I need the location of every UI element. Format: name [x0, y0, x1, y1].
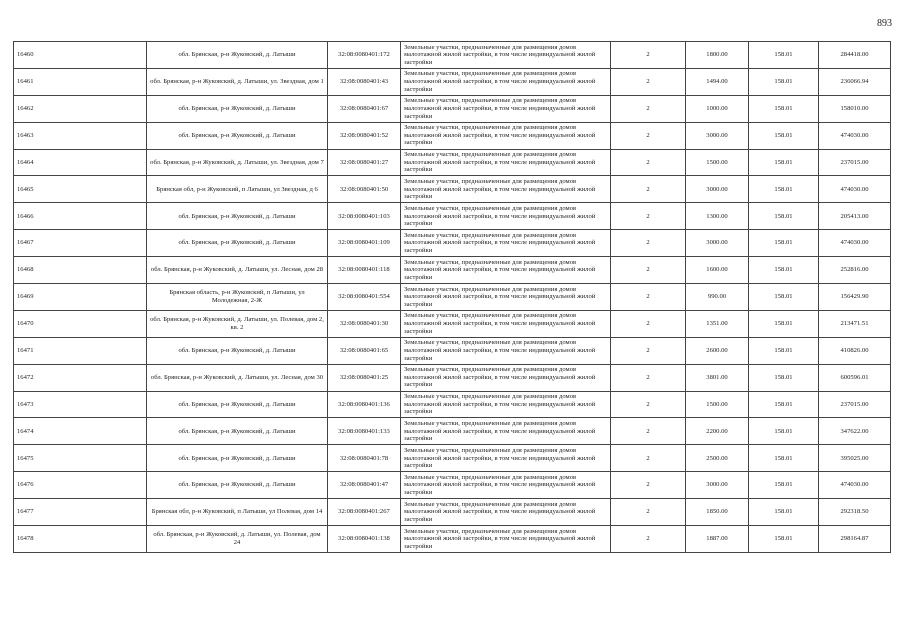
page-number: 893: [877, 18, 892, 29]
area-cell: 1000.00: [686, 95, 749, 122]
cadastral-number-cell: 32:08:0080401:172: [328, 42, 401, 69]
address-cell: обл. Брянская, р-н Жуковский, д. Латыши, ул. Лесная, дом 28: [147, 257, 328, 284]
address-cell: обл. Брянская, р-н Жуковский, д. Латыши: [147, 42, 328, 69]
cadastral-value-cell: 474030.00: [819, 122, 891, 149]
cadastral-number-cell: 32:08:0080401:138: [328, 526, 401, 553]
specific-value-cell: 158.01: [749, 42, 819, 69]
cadastral-value-cell: 237015.00: [819, 391, 891, 418]
address-cell: обл. Брянская, р-н Жуковский, д. Латыши: [147, 391, 328, 418]
specific-value-cell: 158.01: [749, 284, 819, 311]
cadastral-value-cell: 474030.00: [819, 230, 891, 257]
table-row: [14, 418, 891, 445]
cadastral-number-cell: 32:08:0080401:43: [328, 68, 401, 95]
cadastral-value-cell: 298164.87: [819, 526, 891, 553]
parcel-number-cell: 16464: [14, 149, 147, 176]
group-cell: 2: [611, 68, 686, 95]
cadastral-number-cell: 32:08:0080401:65: [328, 337, 401, 364]
cadastral-number-cell: 32:08:0080401:27: [328, 149, 401, 176]
land-use-category-cell: Земельные участки, предназначенные для размещения домов малоэтажной жилой застройки, в том числе индивидуальной жилой застройки: [401, 284, 611, 311]
parcel-number-cell: 16476: [14, 472, 147, 499]
specific-value-cell: 158.01: [749, 391, 819, 418]
group-cell: 2: [611, 42, 686, 69]
cadastral-number-cell: 32:08:0080401:67: [328, 95, 401, 122]
land-use-category-cell: Земельные участки, предназначенные для размещения домов малоэтажной жилой застройки, в том числе индивидуальной жилой застройки: [401, 257, 611, 284]
parcel-number-cell: 16474: [14, 418, 147, 445]
cadastral-value-cell: 156429.90: [819, 284, 891, 311]
parcel-number-cell: 16466: [14, 203, 147, 230]
specific-value-cell: 158.01: [749, 95, 819, 122]
table-row: [14, 122, 891, 149]
address-cell: Брянская обл, р-н Жуковский, п Латыши, ул Полевая, дом 14: [147, 499, 328, 526]
address-cell: обл. Брянская, р-н Жуковский, д. Латыши: [147, 445, 328, 472]
cadastral-number-cell: 32:08:0080401:30: [328, 310, 401, 337]
table-row: [14, 203, 891, 230]
land-use-category-cell: Земельные участки, предназначенные для размещения домов малоэтажной жилой застройки, в том числе индивидуальной жилой застройки: [401, 203, 611, 230]
area-cell: 990.00: [686, 284, 749, 311]
area-cell: 3801.00: [686, 364, 749, 391]
cadastral-value-cell: 600596.01: [819, 364, 891, 391]
address-cell: обл. Брянская, р-н Жуковский, д. Латыши, ул. Звездная, дом 7: [147, 149, 328, 176]
area-cell: 1800.00: [686, 42, 749, 69]
land-use-category-cell: Земельные участки, предназначенные для размещения домов малоэтажной жилой застройки, в том числе индивидуальной жилой застройки: [401, 68, 611, 95]
land-use-category-cell: Земельные участки, предназначенные для размещения домов малоэтажной жилой застройки, в том числе индивидуальной жилой застройки: [401, 230, 611, 257]
cadastral-value-cell: 347622.00: [819, 418, 891, 445]
parcel-number-cell: 16460: [14, 42, 147, 69]
area-cell: 3000.00: [686, 122, 749, 149]
parcel-number-cell: 16468: [14, 257, 147, 284]
address-cell: обл. Брянская, р-н Жуковский, д. Латыши: [147, 122, 328, 149]
group-cell: 2: [611, 310, 686, 337]
table-row: [14, 284, 891, 311]
cadastral-number-cell: 32:08:0080401:25: [328, 364, 401, 391]
cadastral-value-cell: 252816.00: [819, 257, 891, 284]
specific-value-cell: 158.01: [749, 445, 819, 472]
specific-value-cell: 158.01: [749, 472, 819, 499]
address-cell: обл. Брянская, р-н Жуковский, д. Латыши: [147, 203, 328, 230]
cadastral-number-cell: 32:08:0080401:47: [328, 472, 401, 499]
area-cell: 1500.00: [686, 149, 749, 176]
specific-value-cell: 158.01: [749, 499, 819, 526]
table-row: [14, 257, 891, 284]
table-row: [14, 230, 891, 257]
table-row: [14, 68, 891, 95]
area-cell: 2200.00: [686, 418, 749, 445]
parcel-number-cell: 16467: [14, 230, 147, 257]
land-use-category-cell: Земельные участки, предназначенные для размещения домов малоэтажной жилой застройки, в том числе индивидуальной жилой застройки: [401, 418, 611, 445]
parcel-number-cell: 16472: [14, 364, 147, 391]
land-use-category-cell: Земельные участки, предназначенные для размещения домов малоэтажной жилой застройки, в том числе индивидуальной жилой застройки: [401, 499, 611, 526]
table-body: [14, 42, 891, 553]
area-cell: 1500.00: [686, 391, 749, 418]
cadastral-number-cell: 32:08:0080401:136: [328, 391, 401, 418]
group-cell: 2: [611, 499, 686, 526]
group-cell: 2: [611, 122, 686, 149]
specific-value-cell: 158.01: [749, 68, 819, 95]
area-cell: 3000.00: [686, 176, 749, 203]
group-cell: 2: [611, 418, 686, 445]
land-use-category-cell: Земельные участки, предназначенные для размещения домов малоэтажной жилой застройки, в том числе индивидуальной жилой застройки: [401, 122, 611, 149]
area-cell: 1600.00: [686, 257, 749, 284]
group-cell: 2: [611, 445, 686, 472]
area-cell: 1494.00: [686, 68, 749, 95]
area-cell: 1887.00: [686, 526, 749, 553]
parcel-number-cell: 16478: [14, 526, 147, 553]
land-use-category-cell: Земельные участки, предназначенные для размещения домов малоэтажной жилой застройки, в том числе индивидуальной жилой застройки: [401, 526, 611, 553]
cadastral-value-cell: 292318.50: [819, 499, 891, 526]
group-cell: 2: [611, 391, 686, 418]
land-use-category-cell: Земельные участки, предназначенные для размещения домов малоэтажной жилой застройки, в том числе индивидуальной жилой застройки: [401, 364, 611, 391]
specific-value-cell: 158.01: [749, 122, 819, 149]
area-cell: 1850.00: [686, 499, 749, 526]
table-row: [14, 445, 891, 472]
land-use-category-cell: Земельные участки, предназначенные для размещения домов малоэтажной жилой застройки, в том числе индивидуальной жилой застройки: [401, 149, 611, 176]
specific-value-cell: 158.01: [749, 310, 819, 337]
cadastral-value-cell: 236066.94: [819, 68, 891, 95]
group-cell: 2: [611, 176, 686, 203]
cadastral-number-cell: 32:08:0080401:109: [328, 230, 401, 257]
parcel-number-cell: 16471: [14, 337, 147, 364]
area-cell: 2600.00: [686, 337, 749, 364]
parcel-number-cell: 16475: [14, 445, 147, 472]
parcel-number-cell: 16470: [14, 310, 147, 337]
group-cell: 2: [611, 257, 686, 284]
cadastral-value-cell: 395025.00: [819, 445, 891, 472]
group-cell: 2: [611, 337, 686, 364]
land-use-category-cell: Земельные участки, предназначенные для размещения домов малоэтажной жилой застройки, в том числе индивидуальной жилой застройки: [401, 391, 611, 418]
address-cell: обл. Брянская, р-н Жуковский, д. Латыши: [147, 337, 328, 364]
address-cell: обл. Брянская, р-н Жуковский, д. Латыши: [147, 418, 328, 445]
table-row: [14, 472, 891, 499]
group-cell: 2: [611, 149, 686, 176]
land-registry-table: [13, 41, 891, 553]
land-use-category-cell: Земельные участки, предназначенные для размещения домов малоэтажной жилой застройки, в том числе индивидуальной жилой застройки: [401, 95, 611, 122]
group-cell: 2: [611, 95, 686, 122]
cadastral-value-cell: 237015.00: [819, 149, 891, 176]
parcel-number-cell: 16477: [14, 499, 147, 526]
table-row: [14, 391, 891, 418]
table-row: [14, 149, 891, 176]
parcel-number-cell: 16465: [14, 176, 147, 203]
specific-value-cell: 158.01: [749, 418, 819, 445]
parcel-number-cell: 16469: [14, 284, 147, 311]
table-row: [14, 526, 891, 553]
parcel-number-cell: 16463: [14, 122, 147, 149]
specific-value-cell: 158.01: [749, 257, 819, 284]
address-cell: обл. Брянская, р-н Жуковский, д. Латыши: [147, 230, 328, 257]
address-cell: обл. Брянская, р-н Жуковский, д. Латыши: [147, 95, 328, 122]
address-cell: Брянская обл, р-н Жуковский, п Латыши, ул Звездная, д 6: [147, 176, 328, 203]
land-use-category-cell: Земельные участки, предназначенные для размещения домов малоэтажной жилой застройки, в том числе индивидуальной жилой застройки: [401, 310, 611, 337]
specific-value-cell: 158.01: [749, 203, 819, 230]
land-use-category-cell: Земельные участки, предназначенные для размещения домов малоэтажной жилой застройки, в том числе индивидуальной жилой застройки: [401, 42, 611, 69]
specific-value-cell: 158.01: [749, 364, 819, 391]
area-cell: 1351.00: [686, 310, 749, 337]
table-row: [14, 42, 891, 69]
cadastral-number-cell: 32:08:0080401:50: [328, 176, 401, 203]
group-cell: 2: [611, 364, 686, 391]
address-cell: обл. Брянская, р-н Жуковский, д. Латыши, ул. Звездная, дом 1: [147, 68, 328, 95]
cadastral-number-cell: 32:08:0080401:133: [328, 418, 401, 445]
address-cell: обл. Брянская, р-н Жуковский, д. Латыши, ул. Полевая, дом 2, кв. 2: [147, 310, 328, 337]
table-row: [14, 95, 891, 122]
table-row: [14, 499, 891, 526]
cadastral-value-cell: 474030.00: [819, 176, 891, 203]
address-cell: обл. Брянская, р-н Жуковский, д. Латыши: [147, 472, 328, 499]
group-cell: 2: [611, 472, 686, 499]
specific-value-cell: 158.01: [749, 230, 819, 257]
cadastral-value-cell: 474030.00: [819, 472, 891, 499]
group-cell: 2: [611, 203, 686, 230]
cadastral-value-cell: 213471.51: [819, 310, 891, 337]
area-cell: 3000.00: [686, 472, 749, 499]
address-cell: обл. Брянская, р-н Жуковский, д. Латыши, ул. Лесная, дом 30: [147, 364, 328, 391]
land-use-category-cell: Земельные участки, предназначенные для размещения домов малоэтажной жилой застройки, в том числе индивидуальной жилой застройки: [401, 445, 611, 472]
area-cell: 2500.00: [686, 445, 749, 472]
cadastral-value-cell: 205413.00: [819, 203, 891, 230]
group-cell: 2: [611, 230, 686, 257]
cadastral-number-cell: 32:08:0080401:103: [328, 203, 401, 230]
group-cell: 2: [611, 284, 686, 311]
specific-value-cell: 158.01: [749, 149, 819, 176]
cadastral-value-cell: 158010.00: [819, 95, 891, 122]
cadastral-number-cell: 32:08:0080401:267: [328, 499, 401, 526]
group-cell: 2: [611, 526, 686, 553]
specific-value-cell: 158.01: [749, 526, 819, 553]
parcel-number-cell: 16462: [14, 95, 147, 122]
area-cell: 3000.00: [686, 230, 749, 257]
specific-value-cell: 158.01: [749, 176, 819, 203]
cadastral-value-cell: 284418.00: [819, 42, 891, 69]
table-row: [14, 337, 891, 364]
cadastral-number-cell: 32:08:0080401:554: [328, 284, 401, 311]
cadastral-value-cell: 410826.00: [819, 337, 891, 364]
area-cell: 1300.00: [686, 203, 749, 230]
table-row: [14, 364, 891, 391]
land-use-category-cell: Земельные участки, предназначенные для размещения домов малоэтажной жилой застройки, в том числе индивидуальной жилой застройки: [401, 337, 611, 364]
parcel-number-cell: 16461: [14, 68, 147, 95]
parcel-number-cell: 16473: [14, 391, 147, 418]
specific-value-cell: 158.01: [749, 337, 819, 364]
table-row: [14, 310, 891, 337]
land-use-category-cell: Земельные участки, предназначенные для размещения домов малоэтажной жилой застройки, в том числе индивидуальной жилой застройки: [401, 472, 611, 499]
cadastral-number-cell: 32:08:0080401:78: [328, 445, 401, 472]
cadastral-number-cell: 32:08:0080401:118: [328, 257, 401, 284]
address-cell: Брянская область, р-н Жуковский, п Латыши, ул Молодежная, 2-Ж: [147, 284, 328, 311]
cadastral-number-cell: 32:08:0080401:52: [328, 122, 401, 149]
table-row: [14, 176, 891, 203]
address-cell: обл. Брянская, р-н Жуковский, д. Латыши, ул. Полевая, дом 24: [147, 526, 328, 553]
land-use-category-cell: Земельные участки, предназначенные для размещения домов малоэтажной жилой застройки, в том числе индивидуальной жилой застройки: [401, 176, 611, 203]
